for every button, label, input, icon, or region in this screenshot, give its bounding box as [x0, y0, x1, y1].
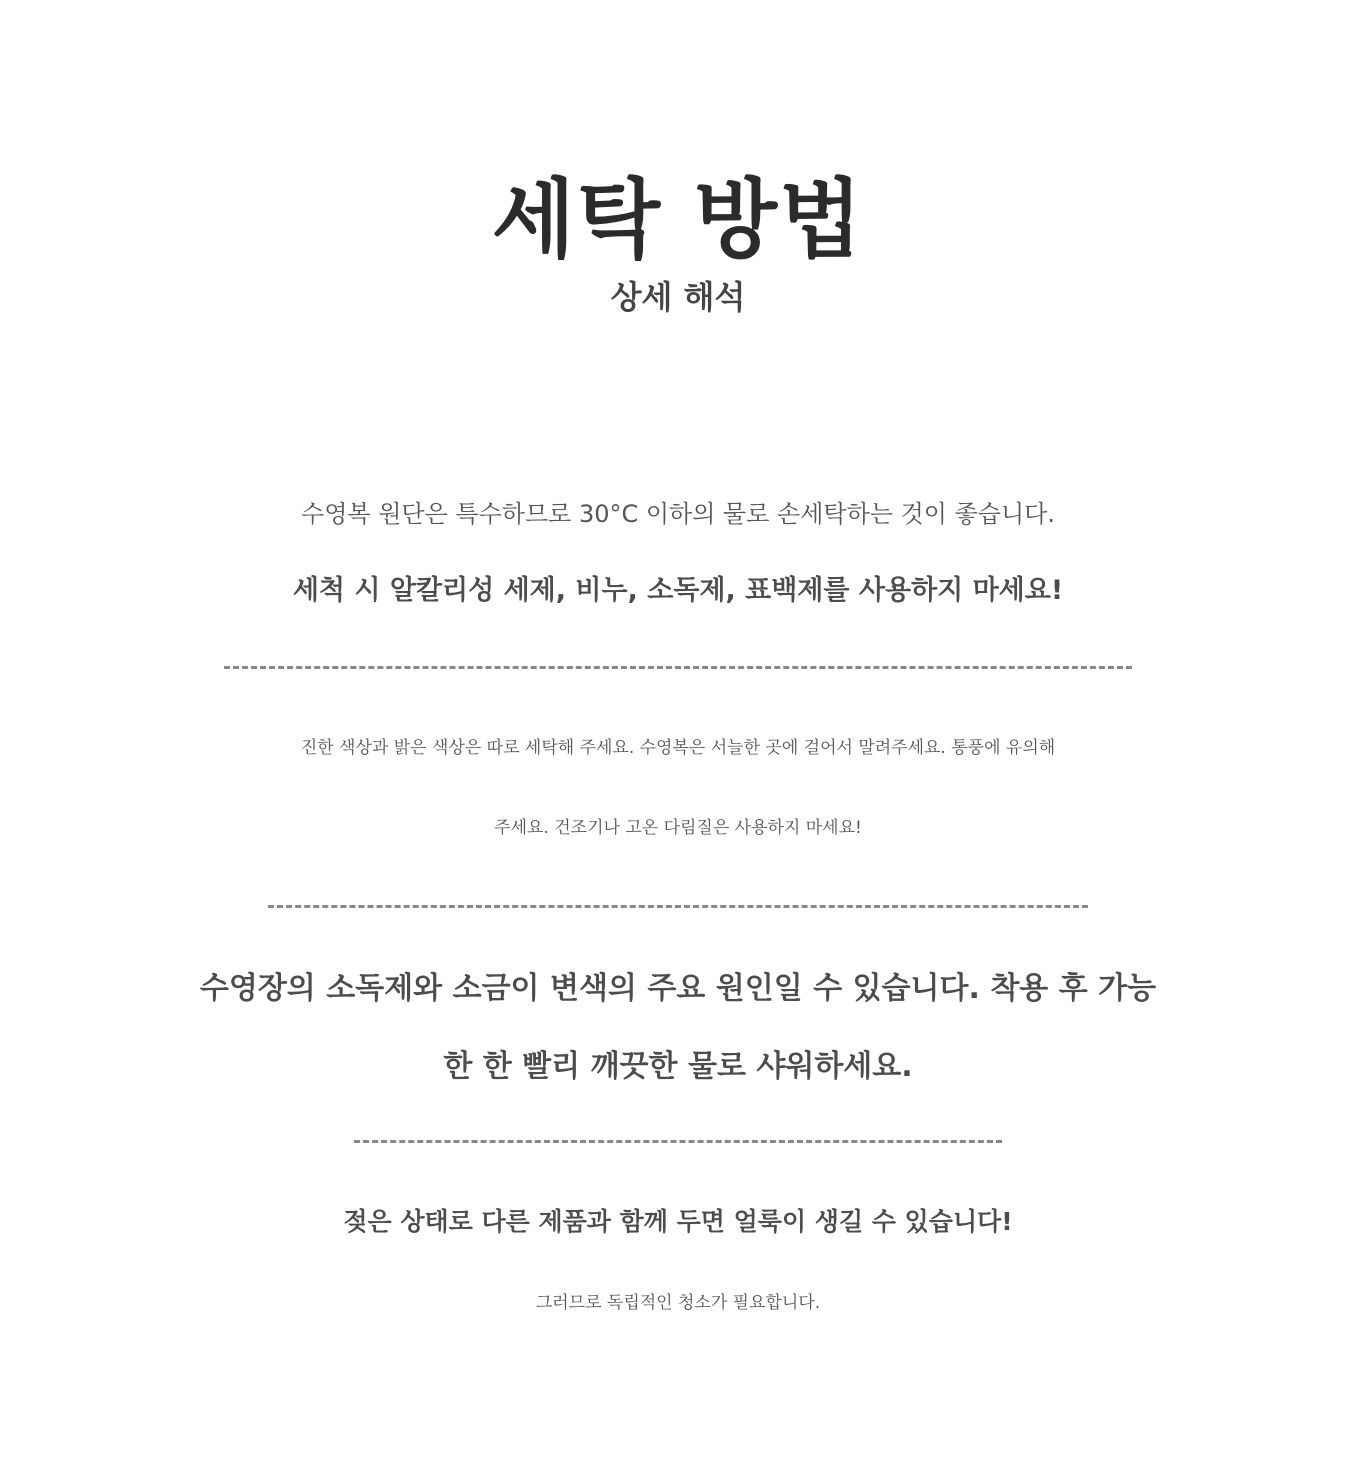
- drying-instructions-line-1: 진한 색상과 밝은 색상은 따로 세탁해 주세요. 수영복은 서늘한 곳에 걸어서 말려주세요. 통풍에 유의해: [300, 738, 1056, 758]
- page-title: 세탁 방법: [491, 170, 865, 270]
- section-divider: [224, 666, 1132, 669]
- pool-chemical-warning-line-2: 한 한 빨리 깨끗한 물로 샤워하세요.: [443, 1049, 913, 1084]
- drying-instructions-line-2: 주세요. 건조기나 고온 다림질은 사용하지 마세요!: [494, 818, 862, 838]
- detergent-warning-text: 세척 시 알칼리성 세제, 비누, 소독제, 표백제를 사용하지 마세요!: [292, 575, 1064, 606]
- section-divider: [354, 1140, 1002, 1143]
- section-divider: [268, 905, 1088, 908]
- water-temperature-text: 수영복 원단은 특수하므로 30°C 이하의 물로 손세탁하는 것이 좋습니다.: [301, 500, 1055, 528]
- page-subtitle: 상세 해석: [610, 278, 746, 316]
- separate-cleaning-note: 그러므로 독립적인 청소가 필요합니다.: [535, 1293, 821, 1313]
- stain-warning-text: 젖은 상태로 다른 제품과 함께 두면 얼룩이 생길 수 있습니다!: [343, 1207, 1013, 1236]
- pool-chemical-warning-line-1: 수영장의 소독제와 소금이 변색의 주요 원인일 수 있습니다. 착용 후 가능: [199, 971, 1157, 1006]
